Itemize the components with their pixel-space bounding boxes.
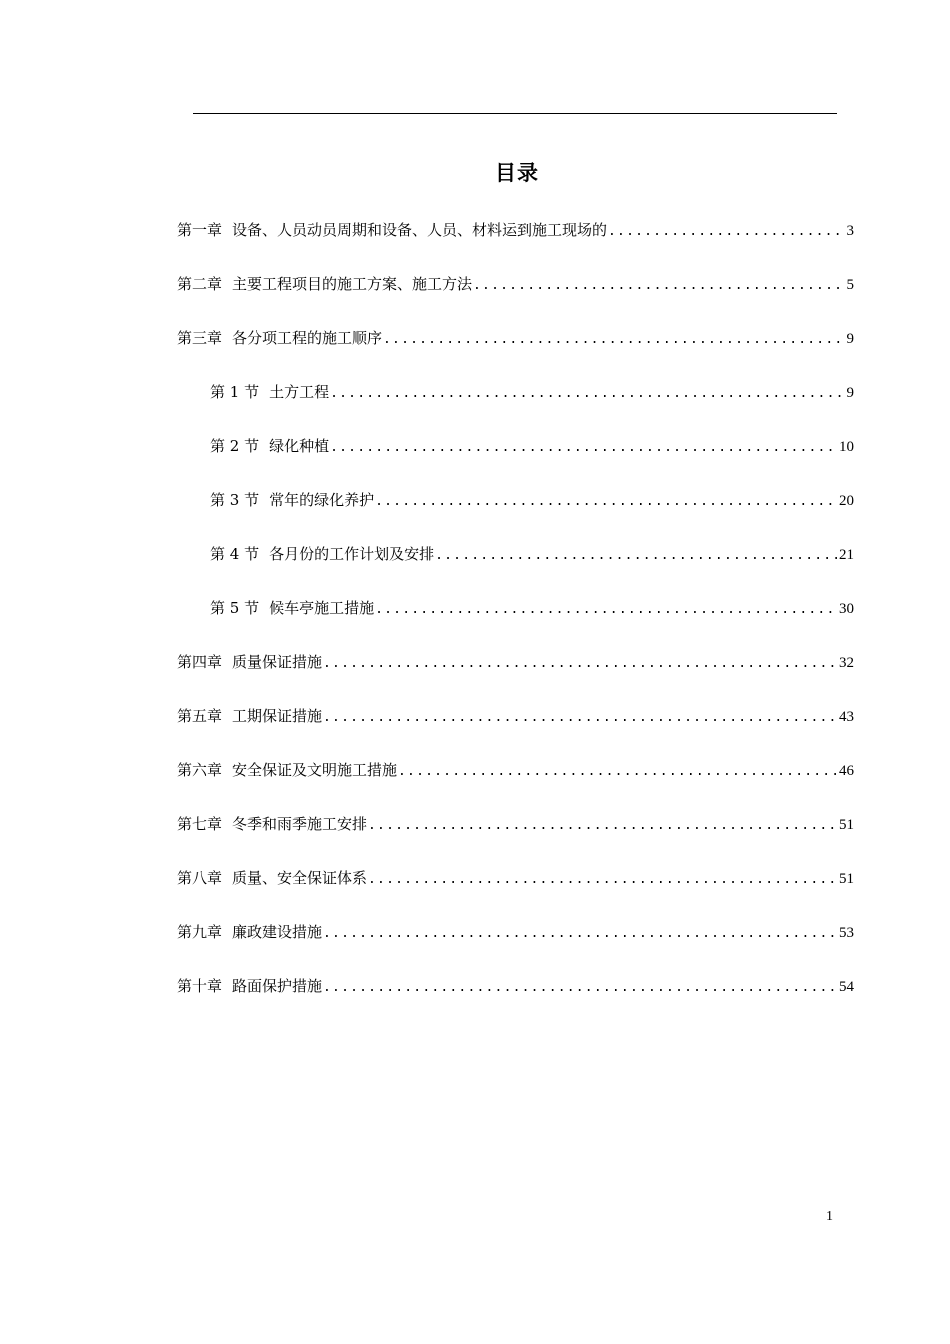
toc-entry-number: 第五章: [177, 707, 223, 725]
toc-entry-number: 第二章: [177, 275, 223, 293]
toc-dot-leader: [383, 322, 844, 358]
toc-entry-title: 路面保护措施: [232, 977, 323, 995]
toc-entry-page: 51: [839, 871, 854, 887]
toc-entry-number: 第一章: [177, 221, 223, 239]
toc-entry-page: 54: [839, 979, 854, 995]
toc-entry-number: 第三章: [177, 329, 223, 347]
toc-entry-number: 第 3 节: [210, 491, 260, 509]
toc-title: 目录: [495, 161, 539, 185]
toc-entry-number: 第四章: [177, 653, 223, 671]
toc-chapter-entry[interactable]: [177, 644, 854, 698]
toc-entry-number: 第 2 节: [210, 437, 260, 455]
toc-entry-page: 9: [846, 385, 854, 401]
toc-entry-title: 常年的绿化养护: [269, 491, 375, 509]
toc-entry-title: 工期保证措施: [232, 707, 323, 725]
toc-entry-page: 43: [839, 709, 854, 725]
toc-entry-number: 第十章: [177, 977, 223, 995]
toc-entry-page: 30: [839, 601, 854, 617]
page-number: 1: [826, 1209, 833, 1224]
toc-entry-page: 46: [839, 763, 854, 779]
toc-entry-page: 3: [846, 223, 854, 239]
toc-section-entry[interactable]: [177, 536, 854, 590]
toc-chapter-entry[interactable]: [177, 968, 854, 1022]
toc-section-entry[interactable]: [177, 428, 854, 482]
toc-entry-title: 设备、人员动员周期和设备、人员、材料运到施工现场的: [232, 221, 608, 239]
toc-dot-leader: [435, 538, 837, 574]
toc-chapter-entry[interactable]: [177, 860, 854, 914]
toc-entry-title: 绿化种植: [269, 437, 330, 455]
toc-entry-title: 廉政建设措施: [232, 923, 323, 941]
toc-entry-page: 51: [839, 817, 854, 833]
toc-chapter-entry[interactable]: [177, 752, 854, 806]
toc-entry-title: 安全保证及文明施工措施: [232, 761, 398, 779]
toc-dot-leader: [323, 700, 837, 736]
toc-chapter-entry[interactable]: [177, 266, 854, 320]
toc-section-entry[interactable]: [177, 374, 854, 428]
toc-dot-leader: [375, 592, 837, 628]
toc-section-entry[interactable]: [177, 590, 854, 644]
toc-entry-number: 第 4 节: [210, 545, 260, 563]
toc-entry-page: 20: [839, 493, 854, 509]
toc-dot-leader: [330, 376, 844, 412]
toc-chapter-entry[interactable]: [177, 698, 854, 752]
toc-entry-title: 各分项工程的施工顺序: [232, 329, 383, 347]
toc-entry-page: 32: [839, 655, 854, 671]
toc-entry-number: 第 1 节: [210, 383, 260, 401]
toc-entry-number: 第八章: [177, 869, 223, 887]
toc-dot-leader: [368, 862, 837, 898]
toc-entry-number: 第六章: [177, 761, 223, 779]
toc-dot-leader: [323, 916, 837, 952]
toc-entry-page: 53: [839, 925, 854, 941]
toc-entry-page: 21: [839, 547, 854, 563]
toc-list: [177, 212, 854, 1022]
toc-section-entry[interactable]: [177, 482, 854, 536]
toc-dot-leader: [330, 430, 837, 466]
toc-entry-number: 第七章: [177, 815, 223, 833]
toc-entry-page: 10: [839, 439, 854, 455]
toc-entry-page: 9: [846, 331, 854, 347]
toc-entry-title: 土方工程: [269, 383, 330, 401]
toc-entry-number: 第九章: [177, 923, 223, 941]
toc-dot-leader: [398, 754, 837, 790]
toc-chapter-entry[interactable]: [177, 212, 854, 266]
header-rule: [193, 113, 837, 114]
toc-entry-page: 5: [846, 277, 854, 293]
toc-entry-number: 第 5 节: [210, 599, 260, 617]
toc-dot-leader: [375, 484, 837, 520]
toc-chapter-entry[interactable]: [177, 320, 854, 374]
toc-entry-title: 冬季和雨季施工安排: [232, 815, 368, 833]
toc-entry-title: 质量保证措施: [232, 653, 323, 671]
toc-dot-leader: [323, 646, 837, 682]
toc-chapter-entry[interactable]: [177, 914, 854, 968]
toc-chapter-entry[interactable]: [177, 806, 854, 860]
toc-entry-title: 各月份的工作计划及安排: [269, 545, 435, 563]
toc-dot-leader: [473, 268, 844, 304]
toc-dot-leader: [368, 808, 837, 844]
toc-dot-leader: [323, 970, 837, 1006]
toc-dot-leader: [608, 214, 844, 250]
toc-entry-title: 主要工程项目的施工方案、施工方法: [232, 275, 473, 293]
toc-entry-title: 质量、安全保证体系: [232, 869, 368, 887]
toc-entry-title: 候车亭施工措施: [269, 599, 375, 617]
